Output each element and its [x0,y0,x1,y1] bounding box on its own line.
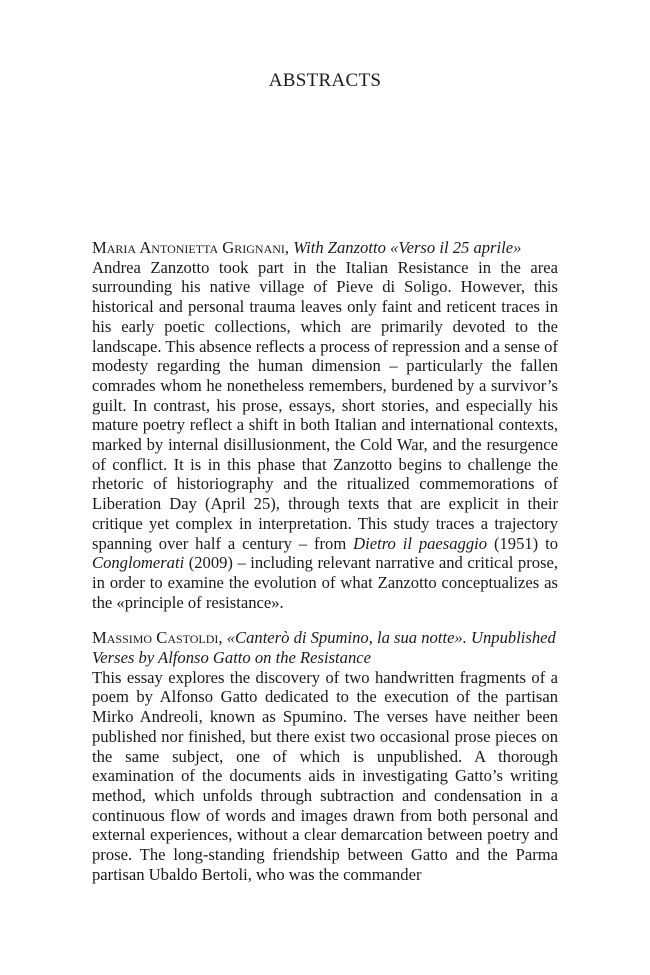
body-text: (1951) to [487,533,558,553]
body-text: Andrea Zanzotto took part in the Italian Resistance in the area surrounding his native village of Pieve di Soligo. However, this historical and personal trauma leaves only faint and reticent traces in his early poetic collections, which are primarily devoted to the landscape. This absence reflects a process of repression and a sense of modesty regarding the human dimension – particularly the fallen comrades whom he nonetheless remembers, burdened by a survivor’s guilt. In contrast, his prose, essays, short stories, and especially his mature poetry reflect a shift in both Italian and international contexts, marked by internal disillusionment, the Cold War, and the resurgence of conflict. It is in this phase that Zanzotto begins to challenge the rhetoric of historiography and the ritualized commemorations of Liberation Day (April 25), through texts that are explicit in their critique yet complex in interpretation. This study traces a trajectory spanning over half a century – from [92,257,558,553]
abstract-body [92,668,558,885]
work-title: With Zanzotto «Verso il 25 aprile» [293,238,522,257]
abstract-entry [92,628,558,884]
author-name: Massimo Castoldi, [92,628,223,648]
cited-title: Conglomerati [92,553,185,573]
body-text: (2009) – including relevant narrative and critical prose, in order to examine the evolution of what Zanzotto conceptualizes as the «principle of resistance». [92,553,558,612]
abstract-body [92,258,558,613]
cited-title: Dietro il paesaggio [353,533,488,553]
body-text: This essay explores the discovery of two handwritten fragments of a poem by Alfonso Gatto dedicated to the execution of the partisan Mirko Andreoli, known as Spumino. The verses have neither been published nor finished, but there exist two occasional prose pieces on the same subject, one of which is unpublished. A thorough examination of the documents aids in investigating Gatto’s writing method, which unfolds through subtraction and condensation in a continuous flow of words and images drawn from both personal and external experiences, without a clear demarcation between poetry and prose. The long-standing friendship between Gatto and the Parma partisan Ubaldo Bertoli, who was the commander [92,667,558,884]
abstract-entry [92,238,558,612]
abstracts-list [92,238,558,901]
work-title: «Canterò di Spumino, la sua notte». Unpublished Verses by Alfonso Gatto on the Resistance [92,628,556,668]
author-name: Maria Antonietta Grignani, [92,238,290,257]
abstract-heading [92,628,558,667]
abstract-heading [92,238,558,258]
page-title: ABSTRACTS [268,70,382,91]
